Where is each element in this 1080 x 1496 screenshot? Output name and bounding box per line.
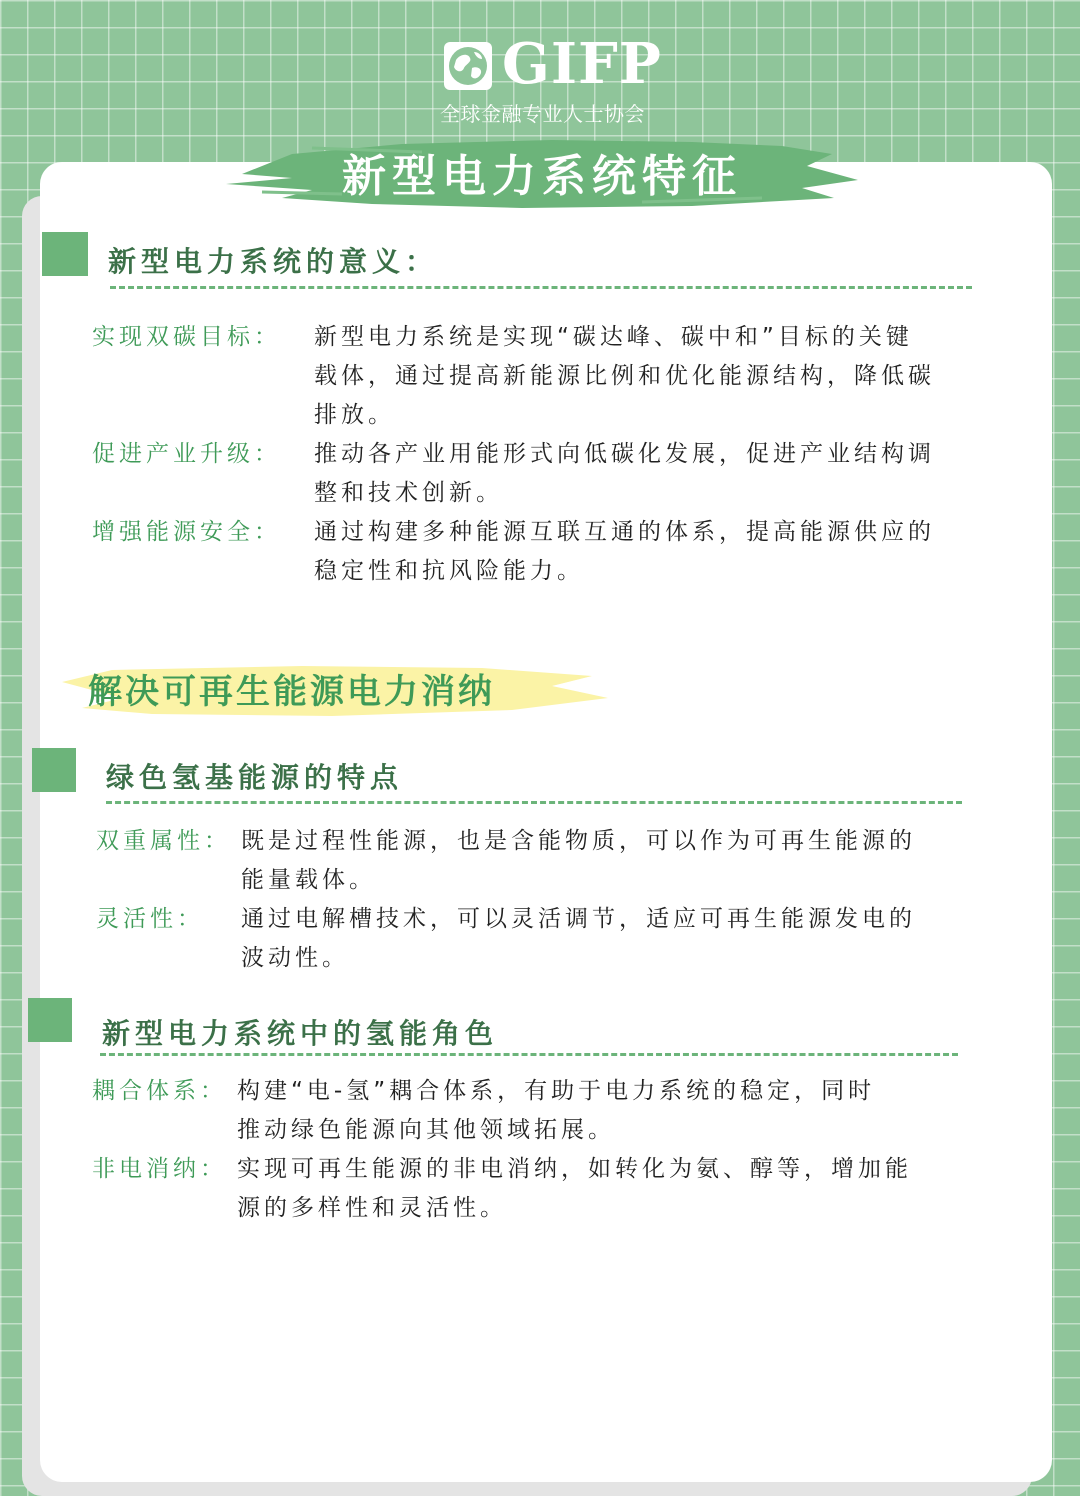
item-text — [314, 513, 935, 591]
item-line: 排放。 — [314, 402, 395, 428]
item-line: 稳定性和抗风险能力。 — [314, 558, 584, 584]
gifp-logo — [440, 31, 680, 126]
item-label: 实现双碳目标： — [92, 324, 281, 350]
item-line: 推动绿色能源向其他领域拓展。 — [237, 1117, 615, 1143]
item-label: 促进产业升级： — [92, 441, 281, 467]
section1-marker — [42, 232, 88, 276]
globe-icon — [442, 40, 494, 92]
section3-divider — [100, 1053, 958, 1056]
item-line: 实现可再生能源的非电消纳，如转化为氨、醇等，增加能 — [237, 1156, 912, 1182]
section2-marker — [32, 748, 76, 792]
item-text — [237, 1072, 875, 1150]
item-line: 既是过程性能源，也是含能物质，可以作为可再生能源的 — [241, 828, 916, 854]
item-line: 能量载体。 — [241, 867, 376, 893]
section1-divider — [110, 286, 972, 289]
item-text — [241, 822, 916, 900]
page-title: 新型电力系统特征 — [342, 151, 742, 202]
item-label: 双重属性： — [96, 828, 231, 854]
item-line: 波动性。 — [241, 945, 349, 971]
section1-heading: 新型电力系统的意义： — [108, 245, 439, 278]
item-line: 推动各产业用能形式向低碳化发展，促进产业结构调 — [314, 441, 935, 467]
section3-marker — [28, 998, 72, 1042]
item-line: 整和技术创新。 — [314, 480, 503, 506]
logo-brand: GIFP — [502, 31, 662, 97]
item-line: 通过电解槽技术，可以灵活调节，适应可再生能源发电的 — [241, 906, 916, 932]
item-label: 灵活性： — [96, 906, 204, 932]
item-line: 源的多样性和灵活性。 — [237, 1195, 507, 1221]
section3-heading: 新型电力系统中的氢能角色 — [102, 1017, 499, 1050]
item-line: 载体，通过提高新能源比例和优化能源结构，降低碳 — [314, 363, 935, 389]
highlight-heading: 解决可再生能源电力消纳 — [88, 672, 495, 712]
item-line: 构建“电-氢”耦合体系，有助于电力系统的稳定，同时 — [237, 1078, 876, 1104]
item-text — [237, 1150, 912, 1228]
item-text — [314, 318, 935, 435]
item-label: 非电消纳： — [92, 1156, 227, 1182]
item-text — [241, 900, 916, 978]
item-label: 耦合体系： — [92, 1078, 227, 1104]
item-label: 增强能源安全： — [92, 519, 281, 545]
logo-subtitle: 全球金融专业人士协会 — [440, 102, 645, 126]
item-text — [314, 435, 935, 513]
item-line: 通过构建多种能源互联互通的体系，提高能源供应的 — [314, 519, 935, 545]
item-line: 新型电力系统是实现“碳达峰、碳中和”目标的关键 — [314, 324, 913, 350]
section2-divider — [106, 801, 962, 804]
title-banner — [222, 132, 862, 212]
section2-heading: 绿色氢基能源的特点 — [106, 761, 404, 794]
